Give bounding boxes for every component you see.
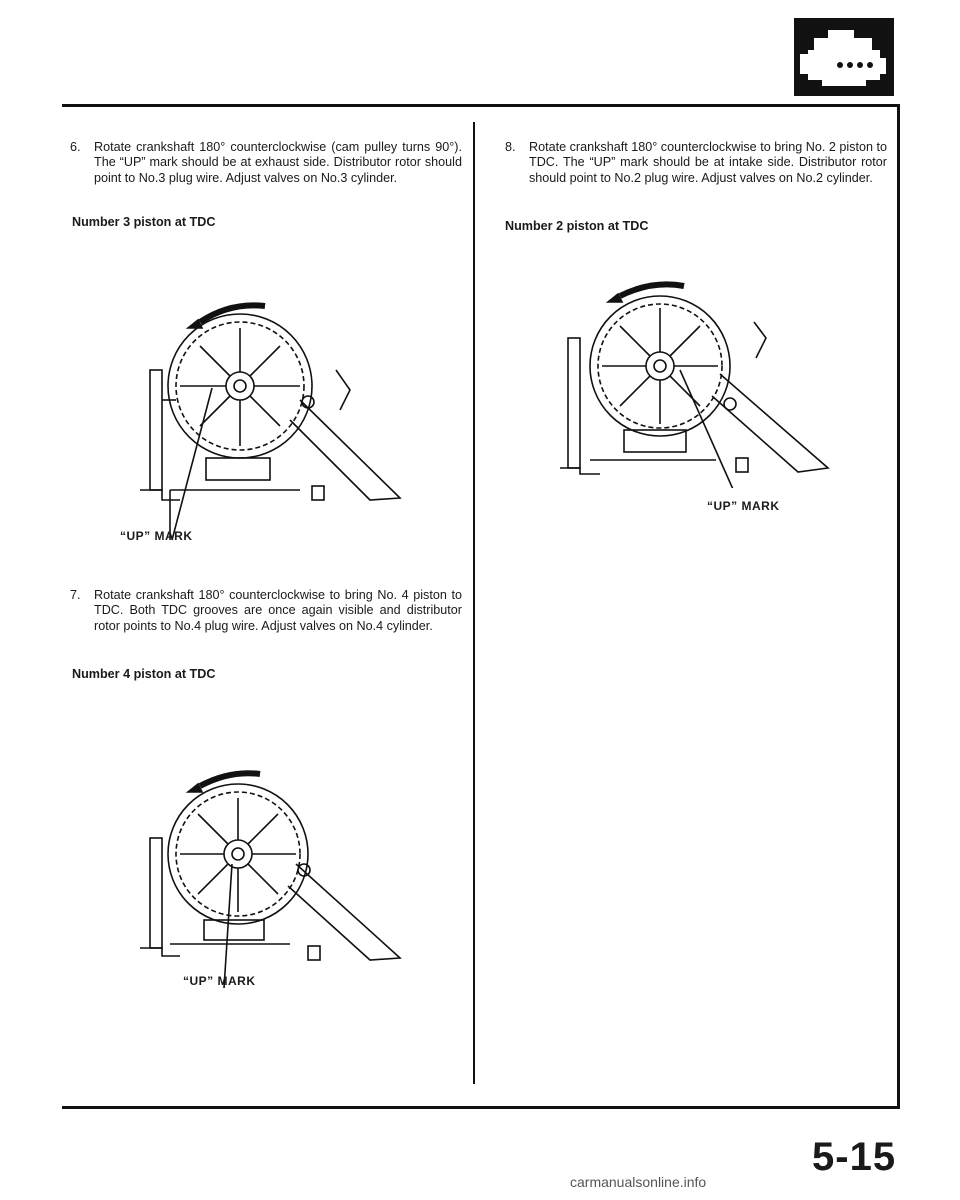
bottom-rule	[62, 1106, 900, 1109]
column-divider	[473, 122, 475, 1084]
up-mark-label: “UP” MARK	[120, 529, 193, 543]
figure-caption: Number 3 piston at TDC	[72, 215, 216, 229]
step-number: 8.	[505, 140, 516, 154]
right-rule	[897, 104, 900, 1108]
engine-icon	[794, 18, 894, 96]
step-text: Rotate crankshaft 180° counterclockwise (cam pulley turns 90°). The “UP” mark should be at exhaust side. Distributor rotor should point to No.3 plug wire. Adjust valves on No.3 cylinder.	[94, 140, 462, 185]
cam-pulley-diagram-no4	[140, 768, 410, 988]
figure-caption: Number 2 piston at TDC	[505, 219, 649, 233]
up-mark-label: “UP” MARK	[707, 499, 780, 513]
step-text: Rotate crankshaft 180° counterclockwise to bring No. 4 piston to TDC. Both TDC grooves are once again visible and distributor rotor points to No.4 plug wire. Adjust valves on No.4 cylinder.	[94, 588, 462, 633]
step-text: Rotate crankshaft 180° counterclockwise to bring No. 2 piston to TDC. The “UP” mark should be at intake side. Distributor rotor should point to No.2 plug wire. Adjust valves on No.2 cylinder.	[529, 140, 887, 185]
watermark: carmanualsonline.info	[570, 1174, 707, 1190]
page-number: 5-15	[812, 1135, 897, 1179]
top-rule	[62, 104, 900, 107]
step-number: 7.	[70, 588, 81, 602]
cam-pulley-diagram-no2	[560, 278, 840, 488]
cam-pulley-diagram-no3	[140, 290, 410, 550]
figure-caption: Number 4 piston at TDC	[72, 667, 216, 681]
step-number: 6.	[70, 140, 81, 154]
up-mark-label: “UP” MARK	[183, 974, 256, 988]
